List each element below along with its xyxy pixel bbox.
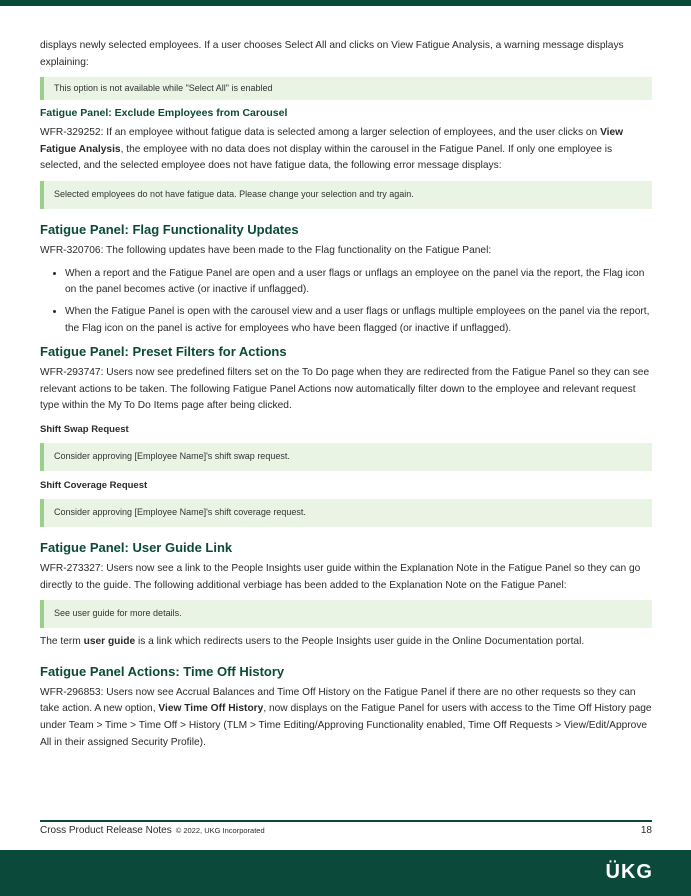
list-item: • When a report and the Fatigue Panel are open and a user flags or unflags an employee on the panel via the report, the Flag icon on the panel becomes active (or inactive if unflagged).: [65, 266, 652, 299]
list-item: • When the Fatigue Panel is open with the carousel view and a user flags or unflags multiple employees on the panel via the report, the Flag icon on the panel is active for employees who have been flagged (or inactive if unflagged).: [65, 304, 652, 337]
time-off-history-heading: Fatigue Panel Actions: Time Off History: [40, 663, 285, 679]
user-guide-paragraph: WFR-273327: Users now see a link to the People Insights user guide within the Explanation Note in the Fatigue Panel so they can go directly to the guide. The following additional verbiage has been added to the Explanation Note on the Fatigue Panel:: [40, 562, 641, 591]
document-body: [40, 38, 652, 751]
exclude-employees-heading: Fatigue Panel: Exclude Employees from Carousel: [40, 107, 288, 120]
flag-functionality-heading: Fatigue Panel: Flag Functionality Updates: [40, 221, 299, 237]
bottom-brand-band: [0, 850, 691, 896]
user-guide-callout: See user guide for more details.: [40, 600, 652, 628]
footer-title: Cross Product Release Notes © 2022, UKG Incorporated: [40, 825, 265, 836]
footer-divider: [40, 820, 652, 822]
top-brand-bar: [0, 0, 691, 6]
view-fatigue-analysis-term: View Fatigue Analysis: [40, 127, 624, 155]
shift-coverage-label: Shift Coverage Request: [40, 479, 148, 491]
select-all-warning-callout: This option is not available while "Select All" is enabled: [40, 77, 652, 100]
view-time-off-history-term: View Time Off History: [158, 703, 264, 715]
user-guide-link[interactable]: user guide: [83, 636, 136, 648]
time-off-history-paragraph: WFR-296853: Users now see Accrual Balances and Time Off History on the Fatigue Panel if there are no other requests so they can take action. A new option, View Time Off History, now displays on the Fatigue Panel for users with access to the Time Off History page under Team > Time > Time Off > History (TLM > Time Editing/Approving Functionality enabled, Time Off Requests > View/Edit/Approve All in their assigned Security Profile).: [40, 686, 652, 748]
intro-paragraph: displays newly selected employees. If a user chooses Select All and clicks on View Fatigue Analysis, a warning message displays explaining:: [40, 40, 624, 68]
no-fatigue-data-callout: Selected employees do not have fatigue data. Please change your selection and try again.: [40, 181, 652, 209]
shift-swap-label: Shift Swap Request: [40, 423, 129, 435]
shift-swap-callout: Consider approving [Employee Name]'s shift swap request.: [40, 443, 652, 471]
flag-updates-list: [40, 266, 652, 338]
shift-coverage-callout: Consider approving [Employee Name]'s shift coverage request.: [40, 499, 652, 527]
user-guide-heading: Fatigue Panel: User Guide Link: [40, 539, 233, 555]
exclude-employees-paragraph: WFR-329252: If an employee without fatigue data is selected among a larger selection of employees, and the user clicks on View Fatigue Analysis, the employee with no data does not display within the carousel in the Fatigue Panel. If only one employee is selected, and the selected employee does not have fatigue data, the following error message displays:: [40, 127, 624, 172]
ukg-logo: ÜKG: [605, 861, 653, 883]
flag-functionality-paragraph: WFR-320706: The following updates have been made to the Flag functionality on the Fatigue Panel:: [40, 244, 492, 256]
preset-filters-heading: Fatigue Panel: Preset Filters for Actions: [40, 344, 287, 360]
user-guide-term-paragraph: The term user guide is a link which redirects users to the People Insights user guide in the Online Documentation portal.: [40, 636, 585, 648]
page-number: 18: [640, 825, 652, 836]
footer-copyright: © 2022, UKG Incorporated: [175, 826, 265, 835]
preset-filters-paragraph: WFR-293747: Users now see predefined filters set on the To Do page when they are redirected from the Fatigue Panel so they can see relevant actions to be taken. The following Fatigue Panel Actions now automatically filter down to the employee and relevant request type within the My To Do Items page after being clicked.: [40, 367, 650, 412]
